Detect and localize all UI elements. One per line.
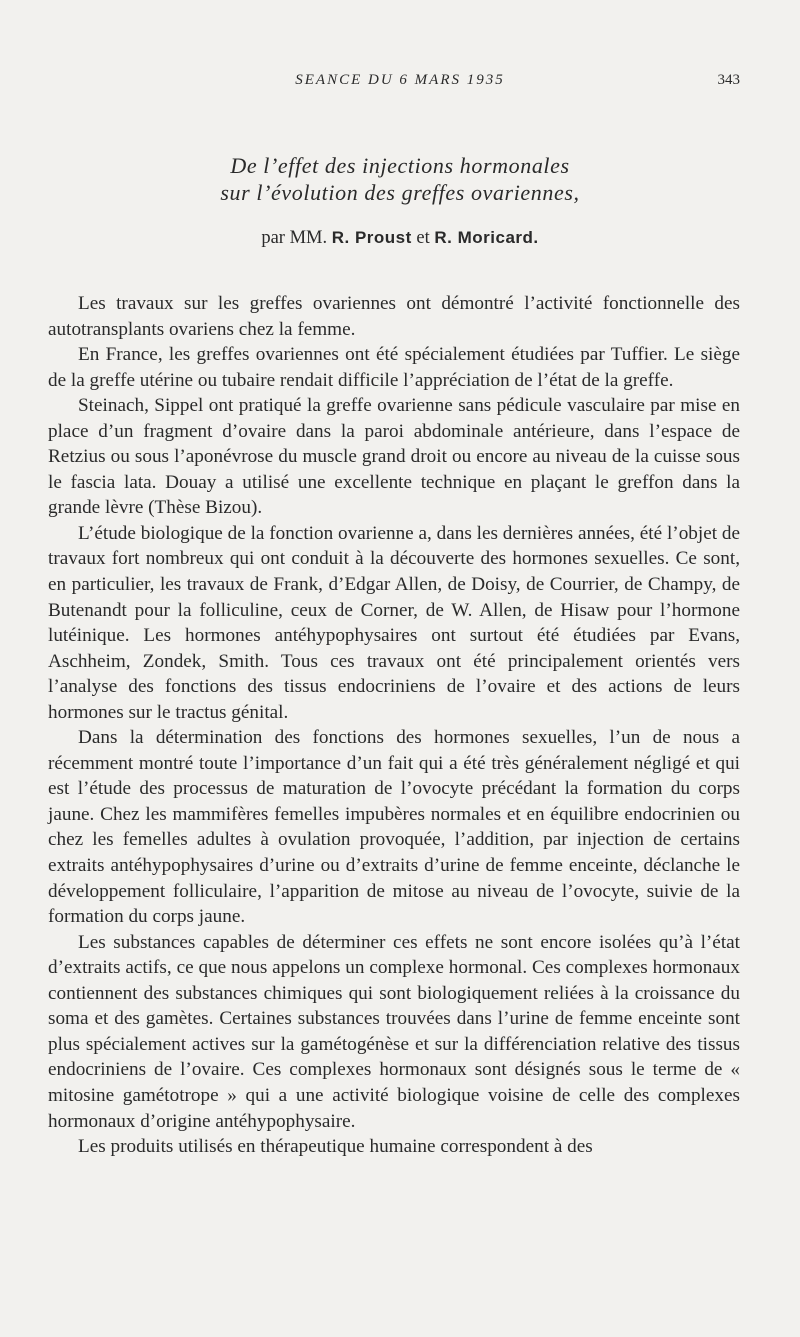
byline-and: et	[416, 228, 430, 248]
byline	[0, 228, 800, 249]
article-title	[0, 152, 800, 206]
paragraph-7: Les produits utilisés en thérapeutique humaine correspondent à des	[78, 1136, 593, 1158]
paragraph-1: Les travaux sur les greffes ovariennes ont démontré l’activité fonctionnelle des autotransplants ovariens chez la femme.	[48, 293, 740, 340]
running-head	[0, 72, 800, 94]
paragraph-4: L’étude biologique de la fonction ovarienne a, dans les dernières années, été l’objet de travaux fort nombreux qui ont conduit à la découverte des hormones sexuelles. Ce sont, en particulier, les travaux de Frank, d’Edgar Allen, de Doisy, de Courrier, de Champy, de Butenandt pour la folliculine, ceux de Corner, de W. Allen, de Hisaw pour l’hormone lutéinique. Les hormones antéhypophysaires ont surtout été étudiées par Evans, Aschheim, Zondek, Smith. Tous ces travaux ont été principalement orientés vers l’analyse des fonctions des tissus endocriniens de l’ovaire et des actions de leurs hormones sur le tractus génital.	[48, 522, 740, 723]
paragraph-3: Steinach, Sippel ont pratiqué la greffe ovarienne sans pédicule vasculaire par mise en place d’un fragment d’ovaire dans la paroi abdominale antérieure, dans l’espace de Retzius ou sous l’aponévrose du muscle grand droit ou encore au niveau de la cuisse sous le fascia lata. Douay a utilisé une excellente technique en plaçant le greffon dans la grande lèvre (Thèse Bizou).	[48, 395, 740, 519]
byline-prefix: par MM.	[261, 228, 328, 248]
article-title-line-2: sur l’évolution des greffes ovariennes,	[220, 180, 580, 205]
running-title: SEANCE DU 6 MARS 1935	[295, 72, 505, 88]
page-number: 343	[717, 72, 740, 88]
author-moricard: R. Moricard.	[434, 228, 539, 247]
paragraph-2: En France, les greffes ovariennes ont été spécialement étudiées par Tuffier. Le siège de la greffe utérine ou tubaire rendait difficile l’appréciation de l’état de la greffe.	[48, 344, 740, 391]
author-proust: R. Proust	[331, 228, 412, 247]
paragraph-5: Dans la détermination des fonctions des hormones sexuelles, l’un de nous a récemment montré toute l’importance d’un fait qui a été très généralement négligé et qui est l’étude des processus de maturation de l’ovocyte précédant la formation du corps jaune. Chez les mammifères femelles impubères normales et en équilibre endocrinien ou chez les femelles adultes à ovulation provoquée, l’addition, par injection de certains extraits antéhypophysaires d’urine ou d’extraits d’urine de femme enceinte, déclanche le développement folliculaire, l’apparition de mitose au niveau de l’ovocyte, suivie de la formation du corps jaune.	[48, 727, 740, 928]
article-title-line-1: De l’effet des injections hormonales	[230, 153, 570, 178]
article-body	[48, 291, 740, 1160]
paragraph-6: Les substances capables de déterminer ces effets ne sont encore isolées qu’à l’état d’extraits actifs, ce que nous appelons un complexe hormonal. Ces complexes hormonaux contiennent des substances chimiques qui sont biologiquement reliées à la croissance du soma et des gamètes. Certaines substances trouvées dans l’urine de femme enceinte sont plus spécialement actives sur la gamétogénèse et sur la différenciation relative des tissus endocriniens de l’ovaire. Ces complexes hormonaux sont désignés sous le terme de « mitosine gamétotrope » qui a une activité biologique voisine de celle des complexes hormonaux d’origine antéhypophysaire.	[48, 931, 740, 1132]
